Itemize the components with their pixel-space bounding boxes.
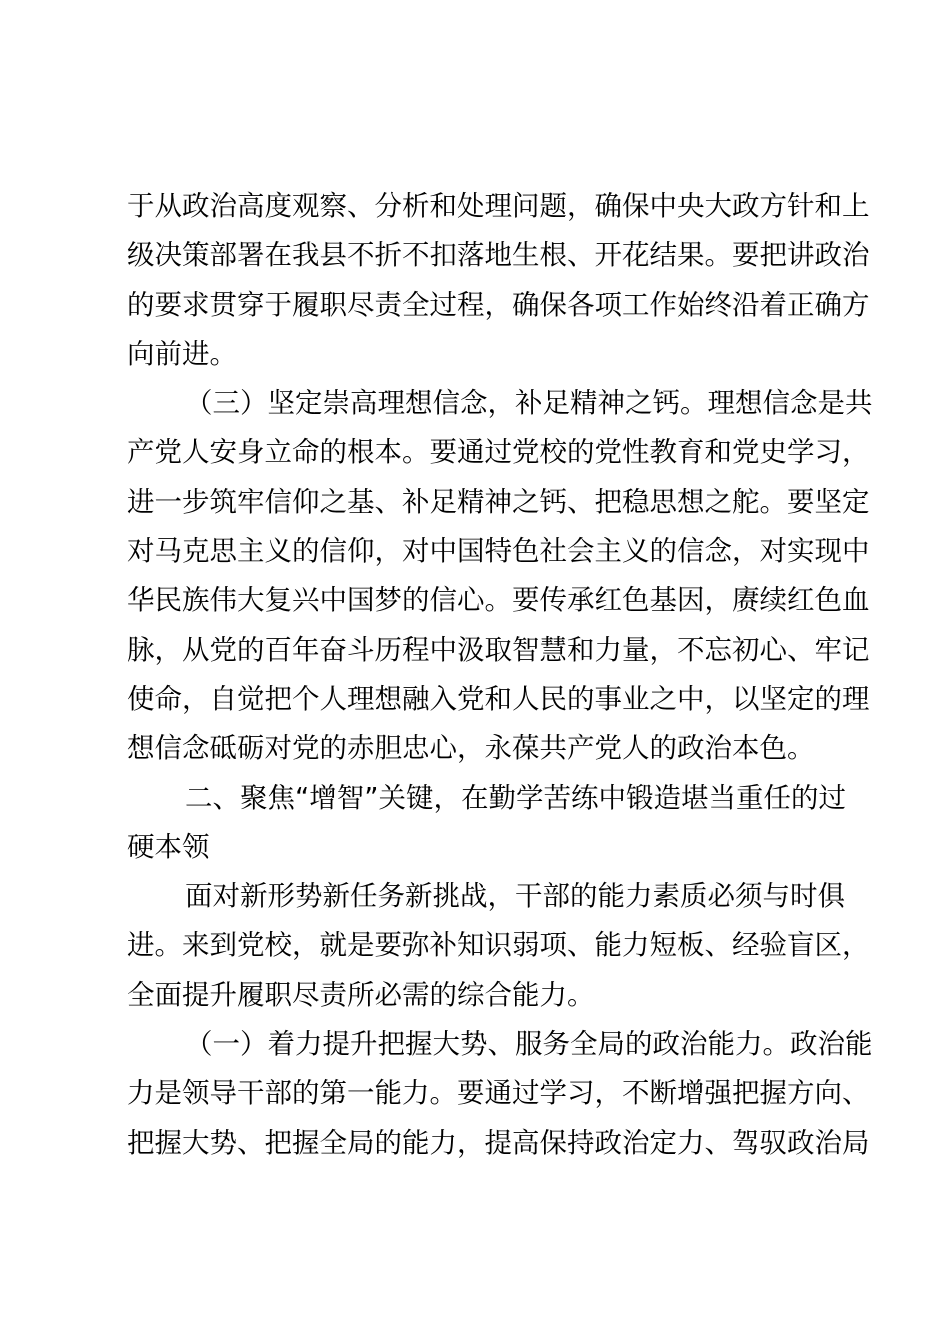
section-heading-line: 硬本领 bbox=[127, 830, 210, 863]
paragraph-political-direction-continued bbox=[127, 182, 870, 379]
text-line: 向前进。 bbox=[127, 337, 237, 370]
paragraph-subsection-1-political-ability bbox=[127, 1020, 873, 1168]
text-line: 产党人安身立命的根本。要通过党校的党性教育和党史学习， bbox=[127, 436, 870, 469]
section-heading-2-wisdom bbox=[127, 774, 846, 873]
text-line: 把握大势、把握全局的能力，提高保持政治定力、驾驭政治局 bbox=[127, 1126, 870, 1159]
text-line: 进。来到党校，就是要弥补知识弱项、能力短板、经验盲区， bbox=[127, 929, 870, 962]
text-line: 级决策部署在我县不折不扣落地生根、开花结果。要把讲政治 bbox=[127, 239, 870, 272]
text-line: 脉，从党的百年奋斗历程中汲取智慧和力量，不忘初心、牢记 bbox=[127, 633, 870, 666]
section-heading-line: 二、聚焦“增智”关键，在勤学苦练中锻造堪当重任的过 bbox=[185, 781, 846, 814]
text-line: 使命，自觉把个人理想融入党和人民的事业之中，以坚定的理 bbox=[127, 682, 870, 715]
text-line: 想信念砥砺对党的赤胆忠心，永葆共产党人的政治本色。 bbox=[127, 732, 815, 765]
document-page bbox=[127, 182, 873, 1168]
text-line: 全面提升履职尽责所必需的综合能力。 bbox=[127, 978, 595, 1011]
subsection-heading-line: （一）着力提升把握大势、服务全局的政治能力。政治能 bbox=[185, 1028, 873, 1061]
text-line: 面对新形势新任务新挑战，干部的能力素质必须与时俱 bbox=[185, 880, 845, 913]
text-line: 的要求贯穿于履职尽责全过程，确保各项工作始终沿着正确方 bbox=[127, 288, 870, 321]
text-line: 华民族伟大复兴中国梦的信心。要传承红色基因，赓续红色血 bbox=[127, 584, 870, 617]
subsection-heading-line: （三）坚定崇高理想信念，补足精神之钙。理想信念是共 bbox=[185, 387, 873, 420]
paragraph-new-challenges bbox=[127, 872, 870, 1020]
text-line: 于从政治高度观察、分析和处理问题，确保中央大政方针和上 bbox=[127, 190, 870, 222]
text-line: 力是领导干部的第一能力。要通过学习，不断增强把握方向、 bbox=[127, 1077, 870, 1110]
text-line: 对马克思主义的信仰，对中国特色社会主义的信念，对实现中 bbox=[127, 535, 870, 568]
text-line: 进一步筑牢信仰之基、补足精神之钙、把稳思想之舵。要坚定 bbox=[127, 485, 870, 518]
paragraph-subsection-3-ideals bbox=[127, 379, 873, 773]
